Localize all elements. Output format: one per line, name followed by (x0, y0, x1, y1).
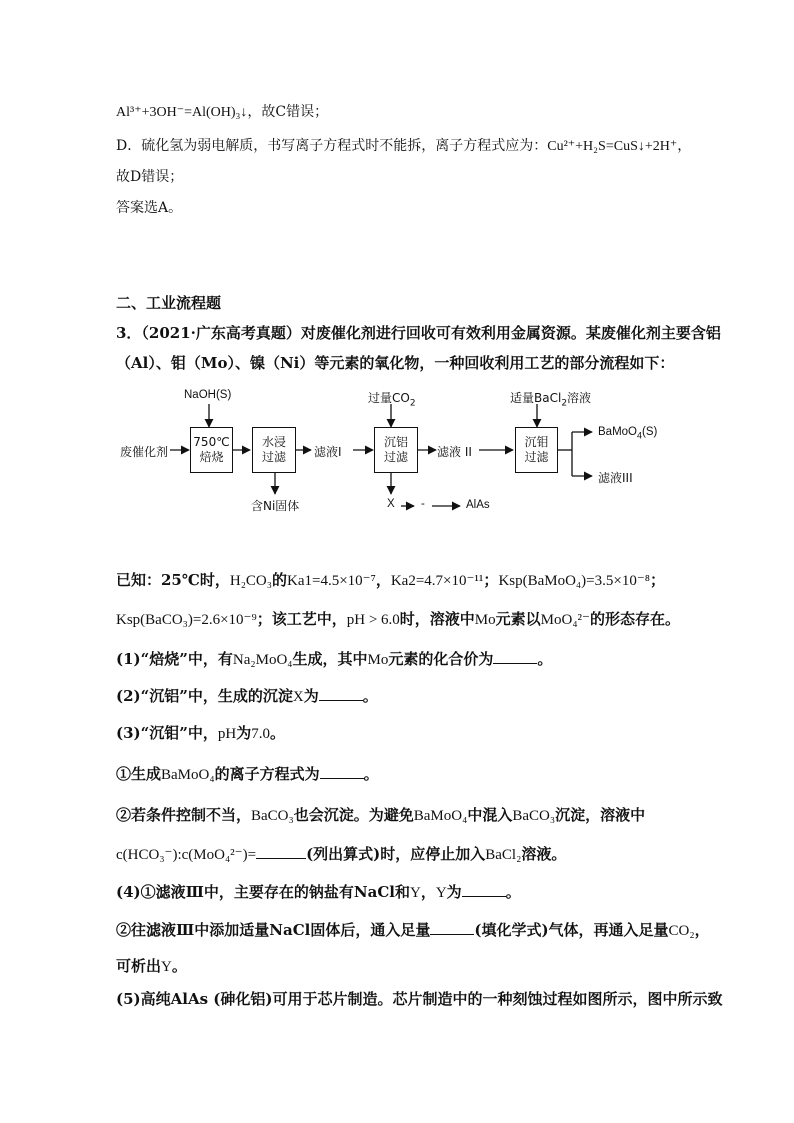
text: 生成，其中 (292, 650, 368, 668)
answer-line-c (116, 102, 328, 123)
formula-na2moo4: Na₂MoO₄ (232, 652, 293, 668)
question-4-2-cont (116, 955, 187, 978)
question-3 (116, 722, 285, 745)
text: (填化学式)气体，再通入足量 (474, 921, 669, 939)
question-intro-line1: 3．（2021·广东高考真题）对废催化剂进行回收可有效利用金属资源。某废催化剂主要含铝 (116, 324, 721, 342)
text: 。 (171, 957, 187, 975)
formula-bamoo4: BaMoO₄ (413, 808, 468, 824)
ph-label: pH (217, 726, 237, 742)
formula-co2: CO₂ (668, 923, 695, 939)
text: 沉钼 (524, 435, 549, 449)
flow-filtrate3: 滤液III (598, 471, 633, 485)
flow-arrows (0, 0, 794, 540)
flow-reagent-naoh: NaOH(S) (184, 389, 232, 401)
flow-reagent-co2 (368, 389, 416, 409)
flow-start-label: 废催化剂 (120, 445, 169, 459)
text: 适量BaCl (510, 391, 562, 405)
text: ； (649, 571, 665, 589)
flow-alas: AlAs (466, 499, 490, 511)
text: (1)“焙烧”中，有 (116, 650, 233, 668)
text: ， (677, 138, 692, 154)
text: 750℃ (193, 435, 230, 449)
text: (S) (642, 426, 658, 438)
process-flow-diagram (0, 0, 794, 540)
text: ， (420, 883, 436, 901)
text: 可析出 (116, 957, 162, 975)
answer-blank-1[interactable] (493, 649, 537, 664)
concentration-ratio: c(HCO₃⁻):c(MoO₄²⁻)= (116, 847, 257, 863)
text: 2 (409, 398, 416, 409)
question-3-1 (116, 763, 379, 786)
text: ， (375, 571, 391, 589)
ph-threshold: pH > 6.0 (346, 612, 400, 628)
flow-x-label: X (387, 498, 395, 510)
formula-bamoo4: BaMoO₄ (161, 767, 215, 783)
answer-choice: 答案选A。 (116, 200, 183, 216)
text: 溶液。 (521, 845, 567, 863)
text: 为 (236, 724, 252, 742)
text: ， (694, 921, 710, 939)
text: D．硫化氢为弱电解质，书写离子方程式时不能拆，离子方程式应为： (116, 138, 548, 154)
ka1-value: Ka1=4.5×10⁻⁷ (287, 573, 376, 589)
flow-reagent-bacl2 (510, 389, 592, 409)
formula-baco3: BaCO₃ (512, 808, 556, 824)
text: 时，溶液中 (399, 610, 475, 628)
flow-box-roast (190, 427, 233, 473)
answer-line-d (116, 136, 691, 157)
answer-blank-2[interactable] (319, 686, 363, 701)
text: 的离子方程式为 (214, 765, 320, 783)
question-3-2 (116, 804, 645, 827)
answer-line-d-tail: 故D错误； (116, 169, 184, 185)
answer-blank-4-2[interactable] (430, 920, 474, 935)
text: 为 (303, 687, 319, 705)
answer-blank-3-1[interactable] (320, 764, 364, 779)
text: 过滤 (383, 450, 408, 464)
question-3-2-cont (116, 843, 566, 866)
element-mo: Mo (474, 612, 496, 628)
question-4-2 (116, 919, 710, 942)
text: 。 (363, 765, 379, 783)
text: 。 (537, 650, 553, 668)
flow-filtrate2: 滤液 II (437, 445, 472, 459)
question-intro-line2: （Al）、钼（Mo）、镍（Ni）等元素的氧化物，一种回收利用工艺的部分流程如下： (116, 354, 675, 372)
text: 2 (561, 398, 568, 409)
ion-moo4: MoO₄²⁻ (540, 612, 590, 628)
equation-aluminium-hydroxide: Al³⁺+3OH⁻=Al(OH)₃↓ (116, 105, 248, 120)
text: 焙烧 (199, 450, 224, 464)
known-line1 (116, 569, 665, 592)
text: (3)“沉钼”中， (116, 724, 218, 742)
answer-blank-3-2[interactable] (256, 844, 306, 859)
element-mo: Mo (367, 652, 389, 668)
formula-bacl2: BaCl₂ (485, 847, 522, 863)
flow-filtrate1: 滤液I (314, 445, 342, 459)
flow-solid-ni: 含Ni固体 (251, 499, 300, 513)
text: BaMoO (598, 426, 637, 438)
text: (4)①滤液Ⅲ中，主要存在的钠盐有NaCl和 (116, 883, 410, 901)
text: 已知：25℃时， (116, 571, 230, 589)
formula-h2co3: H₂CO₃ (229, 573, 272, 589)
text: 为 (446, 883, 462, 901)
question-4-1 (116, 881, 521, 904)
flow-product-bamoo4 (598, 426, 658, 441)
precipitate-x: X (292, 689, 304, 705)
text: 。 (362, 687, 378, 705)
salt-y: Y (161, 959, 172, 975)
salt-y: Y (435, 885, 447, 901)
text: 元素的化合价为 (388, 650, 494, 668)
text: ②往滤液Ⅲ中添加适量NaCl固体后，通入足量 (116, 921, 431, 939)
known-line2 (116, 608, 680, 631)
text: 过滤 (261, 450, 286, 464)
text: 过滤 (524, 450, 549, 464)
text: 沉淀，溶液中 (555, 806, 646, 824)
question-2 (116, 685, 378, 708)
ph-value: 7.0 (251, 726, 270, 742)
ka2-value: Ka2=4.7×10⁻¹¹ (390, 573, 484, 589)
flow-box-leach (252, 427, 296, 473)
text: 沉铝 (383, 435, 408, 449)
text: 的 (272, 571, 288, 589)
formula-baco3: BaCO₃ (251, 808, 294, 824)
text: ； (483, 571, 499, 589)
text: ②若条件控制不当， (116, 806, 252, 824)
text: 元素以 (495, 610, 541, 628)
text: 的形态存在。 (589, 610, 680, 628)
text: 。 (270, 724, 286, 742)
answer-blank-4-1[interactable] (462, 882, 506, 897)
text: 。 (505, 883, 521, 901)
flow-box-al-precip (374, 427, 418, 473)
text: 4 (637, 430, 643, 441)
text: (列出算式)时，应停止加入 (306, 845, 486, 863)
flow-box-mo-precip (515, 427, 558, 473)
text: ；该工艺中， (256, 610, 347, 628)
text: ①生成 (116, 765, 162, 783)
section-title: 二、工业流程题 (116, 294, 222, 312)
equation-copper-sulfide: Cu²⁺+H₂S=CuS↓+2H⁺ (547, 139, 678, 154)
question-5: (5)高纯AlAs (砷化铝)可用于芯片制造。芯片制造中的一种刻蚀过程如图所示，图中所示致 (116, 990, 723, 1008)
salt-y: Y (409, 885, 421, 901)
text: ，故C错误； (247, 104, 329, 120)
text: 也会沉淀。为避免 (293, 806, 414, 824)
text: (2)“沉铝”中，生成的沉淀 (116, 687, 293, 705)
ksp-bamoo4: Ksp(BaMoO₄)=3.5×10⁻⁸ (498, 573, 650, 589)
text: 溶液 (567, 391, 592, 405)
ksp-baco3: Ksp(BaCO₃)=2.6×10⁻⁹ (116, 612, 257, 628)
question-1 (116, 648, 552, 671)
text: 中混入 (467, 806, 513, 824)
flow-dash: - (421, 498, 425, 510)
text: 过量CO (368, 391, 410, 405)
text: 水浸 (261, 435, 286, 449)
